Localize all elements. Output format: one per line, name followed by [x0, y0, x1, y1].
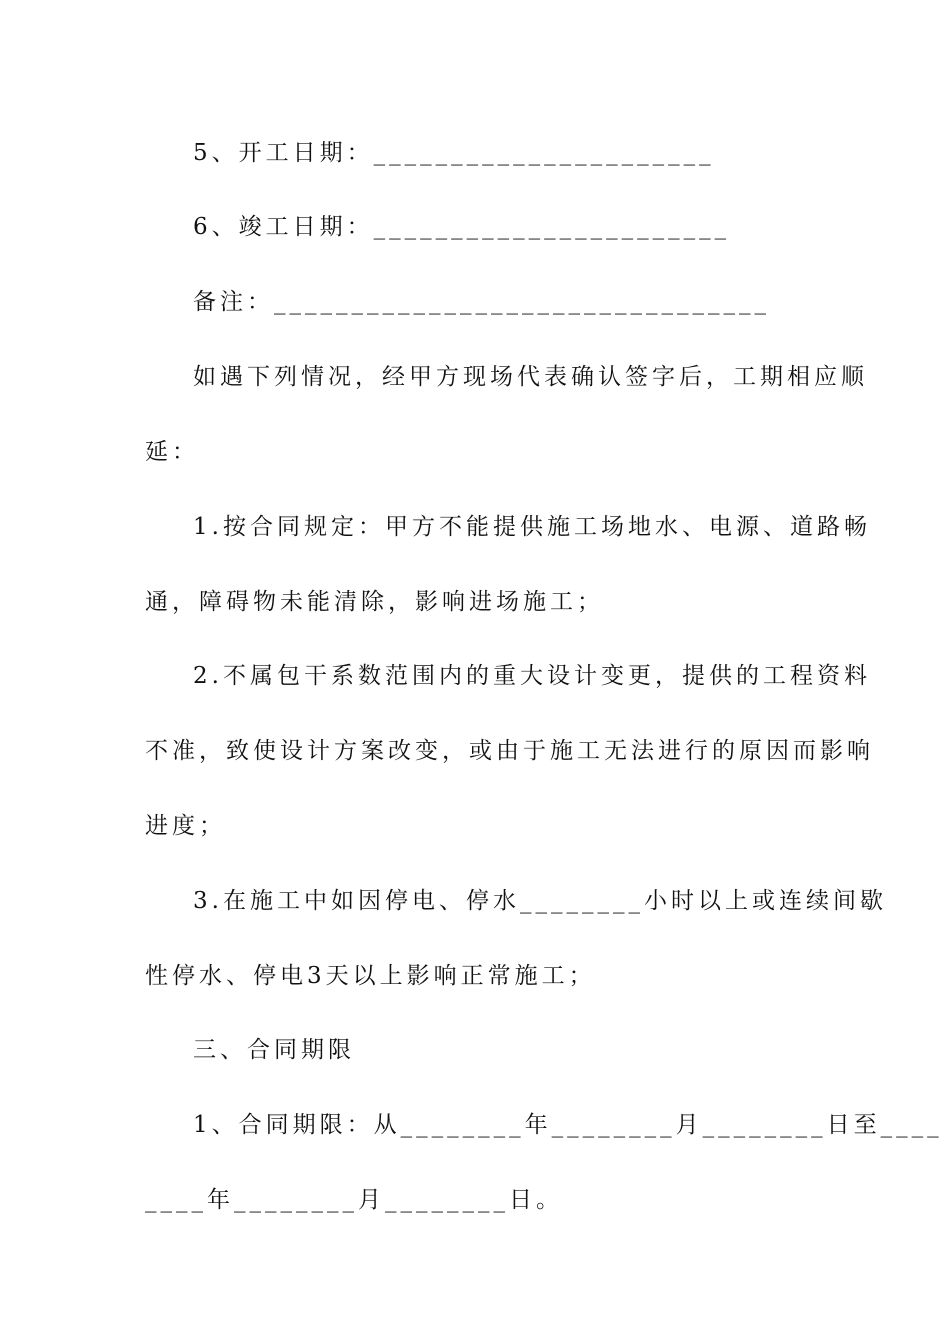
condition-1: 1.按合同规定：甲方不能提供施工场地水、电源、道路畅	[193, 514, 871, 540]
contract-term-line: 1、合同期限：从________年________月________日至____	[193, 1112, 943, 1138]
condition-3-cont: 性停水、停电3天以上影响正常施工；	[145, 963, 596, 989]
section-heading-contract-term: 三、合同期限	[193, 1037, 355, 1063]
condition-2-cont-2: 进度；	[145, 813, 226, 839]
delay-conditions-intro-cont: 延：	[145, 439, 199, 465]
condition-1-cont: 通，障碍物未能清除，影响进场施工；	[145, 589, 604, 615]
contract-term-line-cont: ____年________月________日。	[145, 1187, 563, 1213]
start-date-line: 5、开工日期：______________________	[193, 140, 715, 166]
remarks-line: 备注：________________________________	[193, 289, 770, 315]
condition-2: 2.不属包干系数范围内的重大设计变更，提供的工程资料	[193, 663, 871, 689]
completion-date-line: 6、竣工日期：_______________________	[193, 214, 731, 240]
condition-3: 3.在施工中如因停电、停水________小时以上或连续间歇	[193, 888, 887, 914]
delay-conditions-intro: 如遇下列情况，经甲方现场代表确认签字后，工期相应顺	[193, 364, 868, 390]
condition-2-cont: 不准，致使设计方案改变，或由于施工无法进行的原因而影响	[145, 738, 874, 764]
